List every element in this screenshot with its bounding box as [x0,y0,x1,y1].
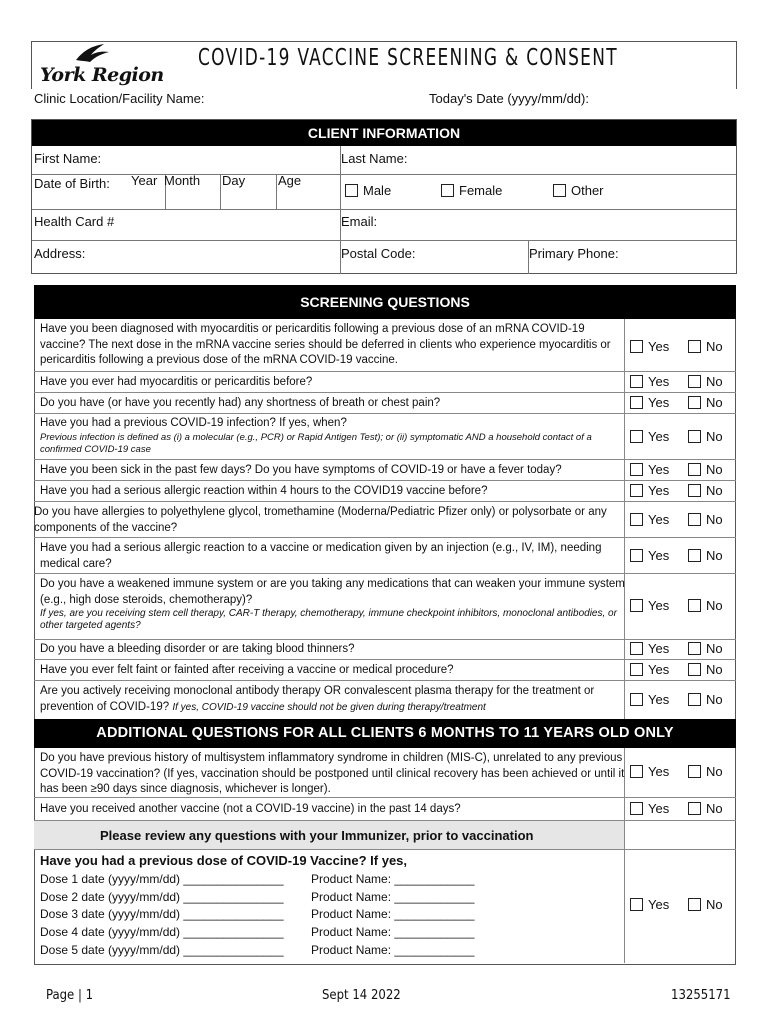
checkbox-icon[interactable] [688,693,701,706]
primary-phone-field[interactable]: Primary Phone: [529,246,619,261]
checkbox-icon[interactable] [630,396,643,409]
screening-question-3: Do you have (or have you recently had) any shortness of breath or chest pain? [40,397,441,409]
answer-6[interactable]: Yes No [630,483,669,498]
screening-question-2: Have you ever had myocarditis or pericarditis before? [40,376,313,388]
page-number: Page | 1 [46,988,94,1003]
male-label: Male [363,183,392,198]
last-name-field[interactable]: Last Name: [341,151,408,166]
checkbox-icon[interactable] [630,898,643,911]
answer-1[interactable]: Yes No [630,339,669,354]
york-region-logo [40,44,165,86]
gender-other-checkbox[interactable] [553,183,604,198]
clinic-location-label[interactable]: Clinic Location/Facility Name: [34,91,205,106]
checkbox-icon[interactable] [630,513,643,526]
screening-question-10: Do you have a bleeding disorder or are taking blood thinners? [40,643,355,655]
dose-3-date-field[interactable]: Dose 3 date (yyyy/mm/dd) _______________ [40,907,284,921]
dose-4-date-field[interactable]: Dose 4 date (yyyy/mm/dd) _______________ [40,925,284,939]
logo-text: York Region [40,64,164,86]
additional-question-2: Have you received another vaccine (not a COVID-19 vaccine) in the past 14 days? [40,803,461,815]
answer-4[interactable]: Yes No [630,429,669,444]
screening-questions-header: SCREENING QUESTIONS [34,285,736,319]
dose-4-product-field[interactable]: Product Name: ____________ [311,925,475,939]
postal-code-field[interactable]: Postal Code: [341,246,416,261]
checkbox-icon[interactable] [630,484,643,497]
dose-2-product-field[interactable]: Product Name: ____________ [311,890,475,904]
screening-question-5: Have you been sick in the past few days? Do you have symptoms of COVID-19 or have a fever today? [40,464,562,476]
answer-5[interactable]: Yes No [630,462,669,477]
additional-question-1: Do you have previous history of multisystem inflammatory syndrome in children (MIS-C), unrelated to any previous COVID-19 vaccination? (If yes, vaccination should be postponed until clinical recovery has been achieved or until it has been ≥90 days since diagnosis, whichever is longer). [40,752,625,795]
gender-female-checkbox[interactable] [441,183,502,198]
question-9-note: If yes, are you receiving stem cell therapy, CAR-T therapy, chemotherapy, immune checkpoint inhibitors, monoclonal antibodies, or other targeted agents? [40,608,617,631]
dose-1-product-field[interactable]: Product Name: ____________ [311,872,475,886]
answer-2[interactable]: Yes No [630,374,669,389]
screening-question-1: Have you been diagnosed with myocarditis or pericarditis following a previous dose of an mRNA COVID-19 vaccine? The next dose in the mRNA vaccine series should be deferred in clients who experience myocarditis or pericarditis following a previous dose of the mRNA COVID-19 vaccine. [40,323,611,366]
checkbox-icon[interactable] [688,375,701,388]
dose-2-date-field[interactable]: Dose 2 date (yyyy/mm/dd) _______________ [40,890,284,904]
additional-answer-2[interactable]: Yes No [630,801,669,816]
previous-dose-answer[interactable]: Yes No [630,897,669,912]
screening-question-9: Do you have a weakened immune system or are you taking any medications that can weaken your immune system (e.g., high dose steroids, chemotherapy)? If yes, are you receiving stem cell therapy, CAR-T therapy, chemotherapy, immune checkpoint inhibitors, monoclonal antibodies, or other targeted agents? [40,578,625,631]
checkbox-icon[interactable] [688,802,701,815]
checkbox-icon[interactable] [630,765,643,778]
dob-day-field[interactable]: Day [222,173,246,188]
checkbox-icon[interactable] [630,599,643,612]
screening-question-8: Have you had a serious allergic reaction to a vaccine or medication given by an injection (e.g., IV, IM), needing medical care? [40,542,602,570]
dob-year-field[interactable]: Year [131,173,158,188]
other-label: Other [571,183,604,198]
checkbox-icon[interactable] [688,484,701,497]
checkbox-icon[interactable] [688,463,701,476]
screening-question-4: Have you had a previous COVID-19 infection? If yes, when? Previous infection is defined as (i) a molecular (e.g., PCR) or Rapid Antigen Test); or (ii) symptomatic AND a household contact of a confirmed COVID-19 case [40,416,625,456]
checkbox-icon[interactable] [688,513,701,526]
additional-answer-1[interactable]: Yes No [630,764,669,779]
email-field[interactable]: Email: [341,214,378,229]
date-of-birth-label: Date of Birth: [34,176,110,191]
question-4-note: Previous infection is defined as (i) a molecular (e.g., PCR) or Rapid Antigen Test); or (ii) symptomatic AND a household contact of a confirmed COVID-19 case [40,431,592,455]
checkbox-icon[interactable] [688,340,701,353]
answer-9[interactable]: Yes No [630,598,669,613]
checkbox-icon[interactable] [630,375,643,388]
first-name-field[interactable]: First Name: [34,151,102,166]
address-field[interactable]: Address: [34,246,86,261]
review-reminder-text: Please review any questions with your Immunizer, prior to vaccination [100,828,534,843]
checkbox-icon[interactable] [345,184,358,197]
checkbox-icon[interactable] [688,599,701,612]
checkbox-icon[interactable] [688,430,701,443]
answer-12[interactable]: Yes No [630,692,669,707]
female-label: Female [459,183,503,198]
screening-question-7: Do you have allergies to polyethylene glycol, tromethamine (Moderna/Pediatric Pfizer only) or polysorbate or any components of the vaccine? [34,506,607,534]
checkbox-icon[interactable] [630,642,643,655]
todays-date-label[interactable]: Today's Date (yyyy/mm/dd): [429,91,589,106]
answer-11[interactable]: Yes No [630,662,669,677]
answer-7[interactable]: Yes No [630,512,669,527]
checkbox-icon[interactable] [630,340,643,353]
screening-question-12: Are you actively receiving monoclonal antibody therapy OR convalescent plasma therapy for the treatment or prevention of COVID-19? If yes, COVID-19 vaccine should not be given during therapy/treatment [40,685,595,713]
dose-5-product-field[interactable]: Product Name: ____________ [311,943,475,957]
previous-dose-heading: Have you had a previous dose of COVID-19 Vaccine? If yes, [40,853,408,868]
answer-8[interactable]: Yes No [630,548,669,563]
screening-question-11: Have you ever felt faint or fainted after receiving a vaccine or medical procedure? [40,664,454,676]
form-code: 13255171 [671,988,731,1003]
checkbox-icon[interactable] [688,898,701,911]
dose-1-date-field[interactable]: Dose 1 date (yyyy/mm/dd) _______________ [40,872,284,886]
checkbox-icon[interactable] [630,430,643,443]
answer-3[interactable]: Yes No [630,395,669,410]
checkbox-icon[interactable] [441,184,454,197]
dose-3-product-field[interactable]: Product Name: ____________ [311,907,475,921]
page-title: COVID-19 VACCINE SCREENING & CONSENT [198,45,618,71]
answer-10[interactable]: Yes No [630,641,669,656]
checkbox-icon[interactable] [688,549,701,562]
checkbox-icon[interactable] [688,642,701,655]
additional-questions-header: ADDITIONAL QUESTIONS FOR ALL CLIENTS 6 MONTHS TO 11 YEARS OLD ONLY [34,719,736,748]
gender-male-checkbox[interactable] [345,183,391,198]
checkbox-icon[interactable] [630,802,643,815]
dose-5-date-field[interactable]: Dose 5 date (yyyy/mm/dd) _______________ [40,943,284,957]
checkbox-icon[interactable] [688,663,701,676]
checkbox-icon[interactable] [630,463,643,476]
checkbox-icon[interactable] [688,396,701,409]
age-field[interactable]: Age [278,173,302,188]
screening-question-6: Have you had a serious allergic reaction within 4 hours to the COVID19 vaccine before? [40,485,488,497]
question-12-note: If yes, COVID-19 vaccine should not be given during therapy/treatment [172,701,486,713]
checkbox-icon[interactable] [553,184,566,197]
checkbox-icon[interactable] [630,663,643,676]
checkbox-icon[interactable] [630,693,643,706]
dob-month-field[interactable]: Month [164,173,201,188]
health-card-field[interactable]: Health Card # [34,214,115,229]
checkbox-icon[interactable] [630,549,643,562]
checkbox-icon[interactable] [688,765,701,778]
footer-date: Sept 14 2022 [322,988,401,1003]
client-information-header: CLIENT INFORMATION [32,120,736,146]
